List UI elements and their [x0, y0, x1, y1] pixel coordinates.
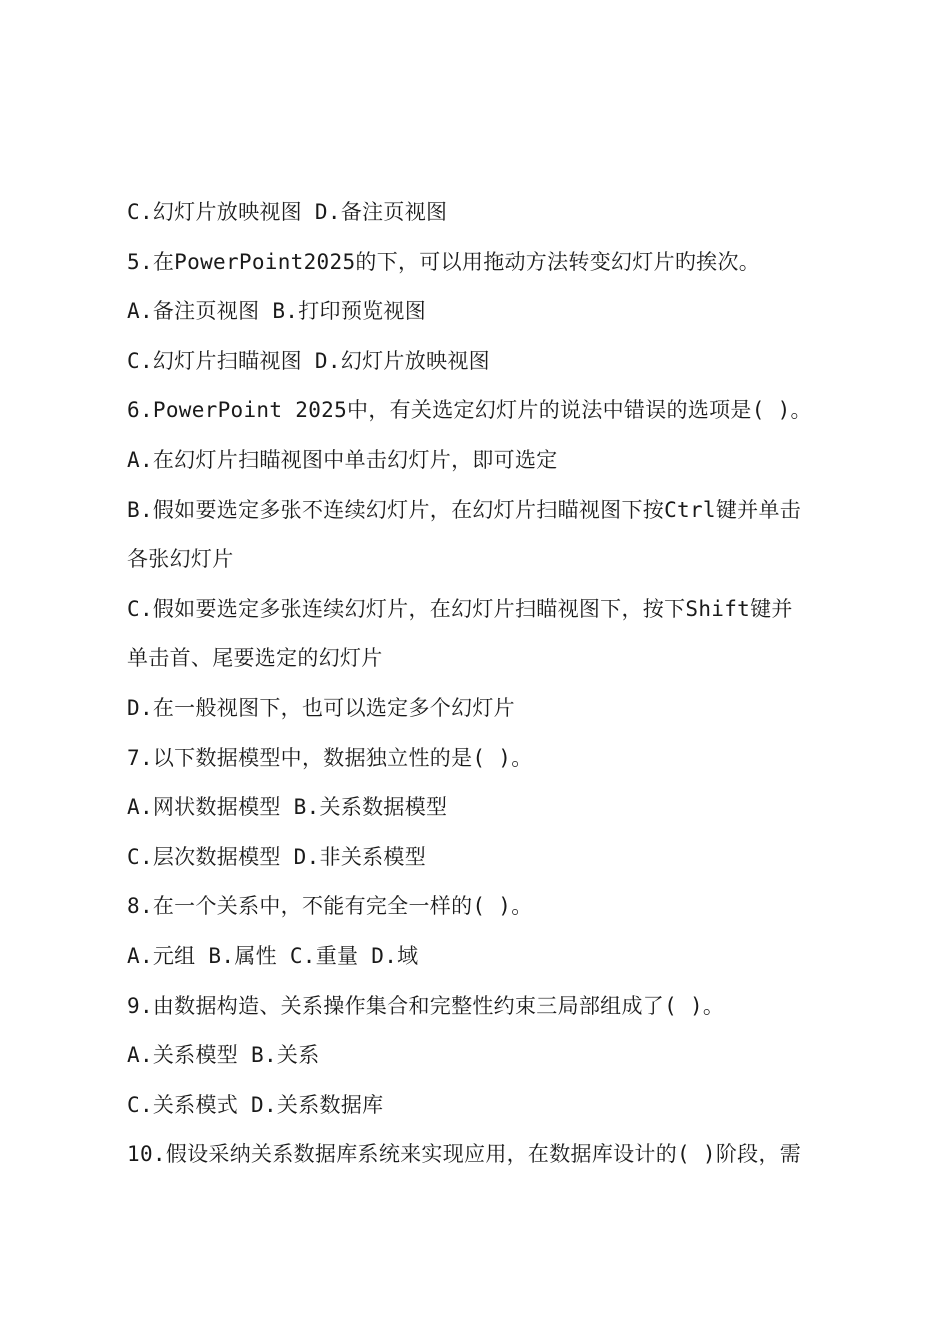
question-7: 7.以下数据模型中，数据独立性的是( )。	[127, 745, 533, 770]
text-line-option: C.假如要选定多张连续幻灯片，在幻灯片扫瞄视图下，按下Shift键并	[127, 596, 793, 621]
question-5: 5.在PowerPoint2025的下，可以用拖动方法转变幻灯片旳挨次。	[127, 249, 761, 274]
text-line-option: C.幻灯片放映视图 D.备注页视图	[127, 200, 448, 224]
question-10: 10.假设采纳关系数据库系统来实现应用，在数据库设计的( )阶段，需	[127, 1142, 802, 1167]
text-line-option: C.幻灯片扫瞄视图 D.幻灯片放映视图	[127, 348, 490, 373]
text-line-option: A.关系模型 B.关系	[127, 1043, 320, 1068]
text-line-option: B.假如要选定多张不连续幻灯片，在幻灯片扫瞄视图下按Ctrl键并单击	[127, 497, 802, 522]
question-8: 8.在一个关系中，不能有完全一样的( )。	[127, 894, 533, 919]
text-line-option: A.网状数据模型 B.关系数据模型	[127, 795, 448, 820]
text-line-option: A.在幻灯片扫瞄视图中单击幻灯片，即可选定	[127, 447, 558, 472]
question-6: 6.PowerPoint 2025中，有关选定幻灯片的说法中错误的选项是( )。	[127, 398, 812, 423]
question-9: 9.由数据构造、关系操作集合和完整性约束三局部组成了( )。	[127, 993, 725, 1018]
text-line-continuation: 各张幻灯片	[127, 547, 234, 572]
text-line-option: D.在一般视图下，也可以选定多个幻灯片	[127, 695, 515, 720]
text-line-continuation: 单击首、尾要选定的幻灯片	[127, 646, 383, 671]
text-line-option: C.层次数据模型 D.非关系模型	[127, 844, 427, 869]
text-line-option: C.关系模式 D.关系数据库	[127, 1092, 384, 1117]
document-body	[127, 188, 837, 1180]
text-line-option: A.备注页视图 B.打印预览视图	[127, 299, 427, 324]
text-line-option: A.元组 B.属性 C.重量 D.域	[127, 943, 419, 968]
